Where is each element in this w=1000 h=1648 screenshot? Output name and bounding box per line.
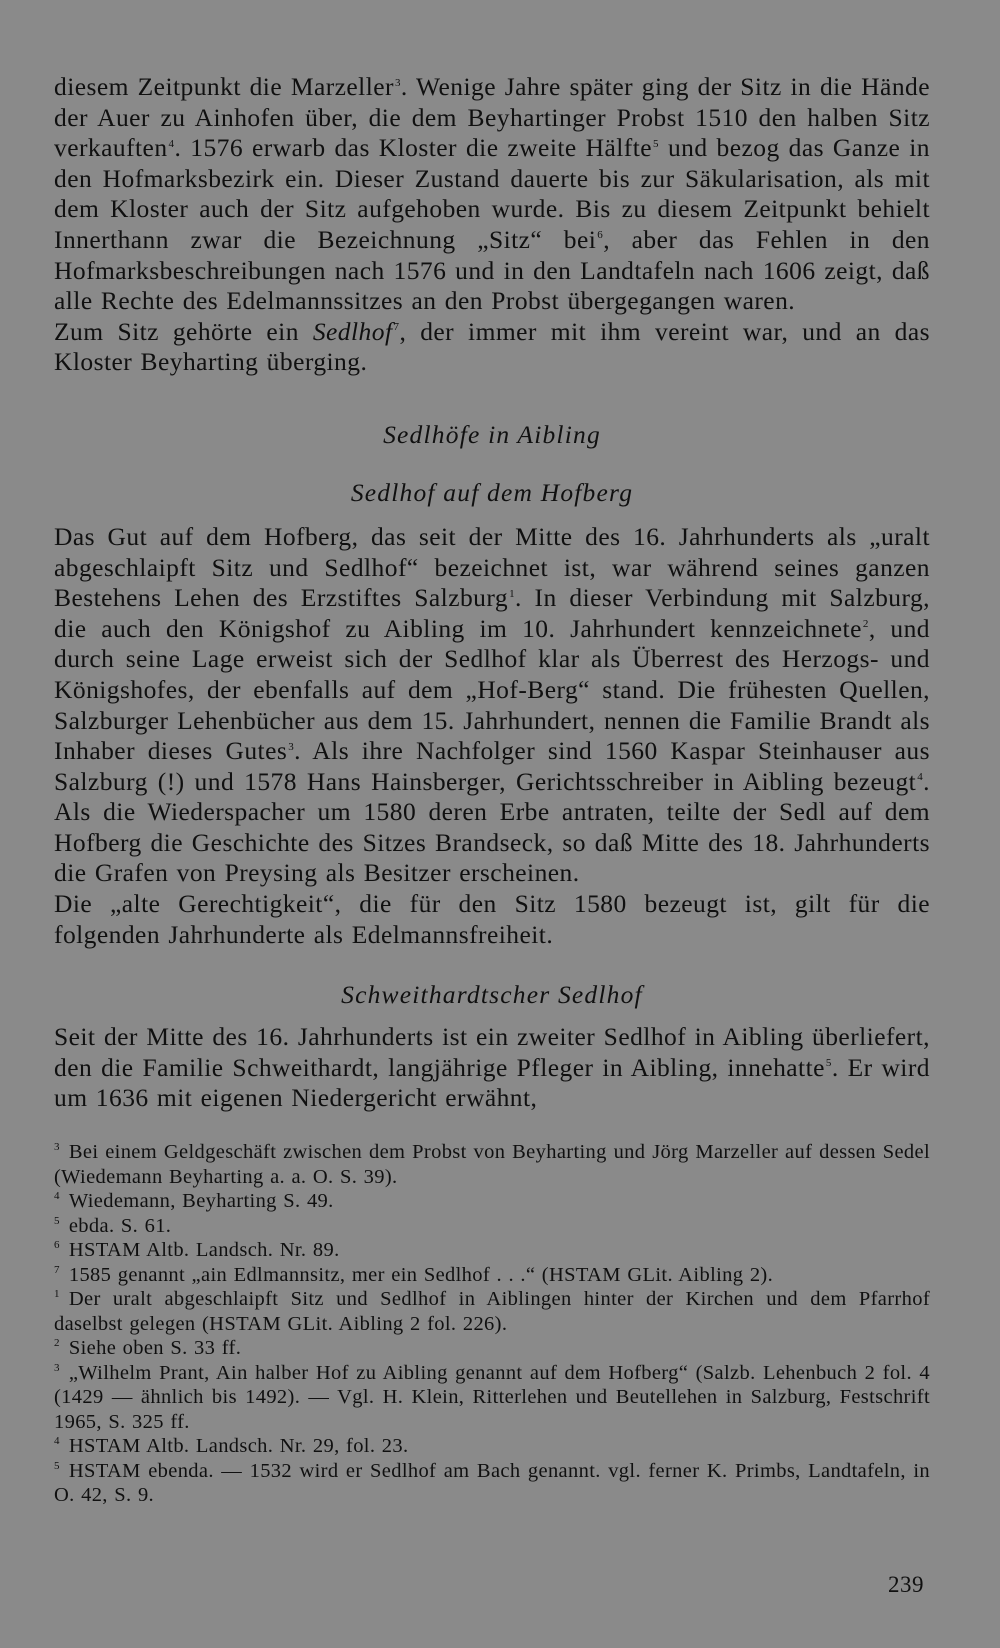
footnote-ref: 4 xyxy=(917,771,924,784)
footnote-ref: 7 xyxy=(393,321,400,334)
section-schweithardt-text xyxy=(54,1022,930,1114)
intro-paragraph-2: Zum Sitz gehörte ein Sedlhof$^7$, der immer mit ihm vereint war, und an das Kloster Beyharting überging. xyxy=(54,316,930,377)
section-heading-schweithardt: Schweithardtscher Sedlhof xyxy=(341,980,643,1010)
footnote-ref: 6 xyxy=(597,229,604,242)
intro-text xyxy=(54,72,930,378)
footnote: $^6$ HSTAM Altb. Landsch. Nr. 89. xyxy=(54,1239,340,1262)
footnote: $^4$ Wiedemann, Beyharting S. 49. xyxy=(54,1190,334,1213)
footnote: $^4$ HSTAM Altb. Landsch. Nr. 29, fol. 23. xyxy=(54,1435,409,1458)
section-heading-hofberg: Sedlhof auf dem Hofberg xyxy=(350,477,634,507)
footnote: $^5$ ebda. S. 61. xyxy=(54,1214,172,1237)
footnote-ref: 1 xyxy=(509,587,516,600)
hofberg-paragraph-2: Die „alte Gerechtigkeit“, die für den Sitz 1580 bezeugt ist, gilt für die folgenden Jahrhunderte als Edelmannsfreiheit. xyxy=(54,889,930,949)
footnote-ref: 5 xyxy=(825,1057,832,1070)
footnote: $^3$ „Wilhelm Prant, Ain halber Hof zu Aibling genannt auf dem Hofberg“ (Salzb. Lehenbuch 2 fol. 4 (1429 — ähnlich bis 1492). — Vgl. H. Klein, Ritterlehen und Beutellehen in Salzburg, Festschrift 1965, S. 325 ff. xyxy=(54,1361,930,1433)
schweithardt-paragraph-1: Seit der Mitte des 16. Jahrhunderts ist ein zweiter Sedlhof in Aibling überliefert, den die Familie Schweithardt, langjährige Pfleger in Aibling, innehatte$^5$. Er wird um 1636 mit eigenen Niedergericht erwähnt, xyxy=(54,1022,930,1113)
footnote-ref: 3 xyxy=(288,740,295,753)
section-hofberg-text xyxy=(54,522,930,950)
page-number: 239 xyxy=(888,1572,924,1597)
footnote: $^1$ Der uralt abgeschlaipft Sitz und Sedlhof in Aiblingen hinter der Kirchen und dem Pfarrhof daselbst gelegen (HSTAM GLit. Aibling 2 fol. 226). xyxy=(54,1288,930,1335)
footnote: $^5$ HSTAM ebenda. — 1532 wird er Sedlhof am Bach genannt. vgl. ferner K. Primbs, Landtafeln, in O. 42, S. 9. xyxy=(54,1459,930,1507)
footnote: $^7$ 1585 genannt „ain Edlmannsitz, mer ein Sedlhof . . .“ (HSTAM GLit. Aibling 2). xyxy=(54,1263,774,1286)
footnote-ref: 4 xyxy=(168,137,175,150)
chapter-heading: Sedlhöfe in Aibling xyxy=(383,419,601,449)
hofberg-paragraph-1: Das Gut auf dem Hofberg, das seit der Mitte des 16. Jahrhunderts als „uralt abgeschlaipft Sitz und Sedlhof“ bezeichnet ist, war während seines ganzen Bestehens Lehen des Erzstiftes Salzburg$^1$. In dieser Verbindung mit Salzburg, die auch den Königshof zu Aibling im 10. Jahrhundert kennzeichnete$^2$, und durch seine Lage erweist sich der Sedlhof klar als Überrest des Herzogs- und Königshofes, der ebenfalls auf dem „Hof-Berg“ stand. Die frühesten Quellen, Salzburger Lehenbücher aus dem 15. Jahrhundert, nennen die Familie Brandt als Inhaber dieses Gutes$^3$. Als ihre Nachfolger sind 1560 Kaspar Steinhauser aus Salzburg (!) und 1578 Hans Hainsberger, Gerichtsschreiber in Aibling bezeugt$^4$. Als die Wiederspacher um 1580 deren Erbe antraten, teilte der Sedl auf dem Hofberg die Geschichte des Sitzes Brandseck, so daß Mitte des 18. Jahrhunderts die Grafen von Preysing als Besitzer erscheinen. xyxy=(54,521,930,888)
footnotes xyxy=(54,1140,930,1508)
footnote-ref: 2 xyxy=(862,618,869,631)
footnote-ref: 5 xyxy=(653,137,659,150)
intro-paragraph-1: diesem Zeitpunkt die Marzeller$^3$. Wenige Jahre später ging der Sitz in die Hände der Auer zu Ainhofen über, die dem Beyhartinger Probst 1510 den halben Sitz verkauften$^4$. 1576 erwarb das Kloster die zweite Hälfte$^5$ und bezog das Ganze in den Hofmarksbezirk ein. Dieser Zustand dauerte bis zur Säkularisation, als mit dem Kloster auch der Sitz aufgehoben wurde. Bis zu diesem Zeitpunkt behielt Innerthann zwar die Bezeichnung „Sitz“ bei$^6$, aber das Fehlen in den Hofmarksbeschreibungen nach 1576 und in den Landtafeln nach 1606 zeigt, daß alle Rechte des Edelmannssitzes an den Probst übergegangen waren. xyxy=(54,72,930,316)
footnote: $^3$ Bei einem Geldgeschäft zwischen dem Probst von Beyharting und Jörg Marzeller auf dessen Sedel (Wiedemann Beyharting a. a. O. S. 39). xyxy=(54,1141,930,1188)
footnote-ref: 3 xyxy=(394,76,401,89)
footnote: $^2$ Siehe oben S. 33 ff. xyxy=(54,1337,242,1360)
